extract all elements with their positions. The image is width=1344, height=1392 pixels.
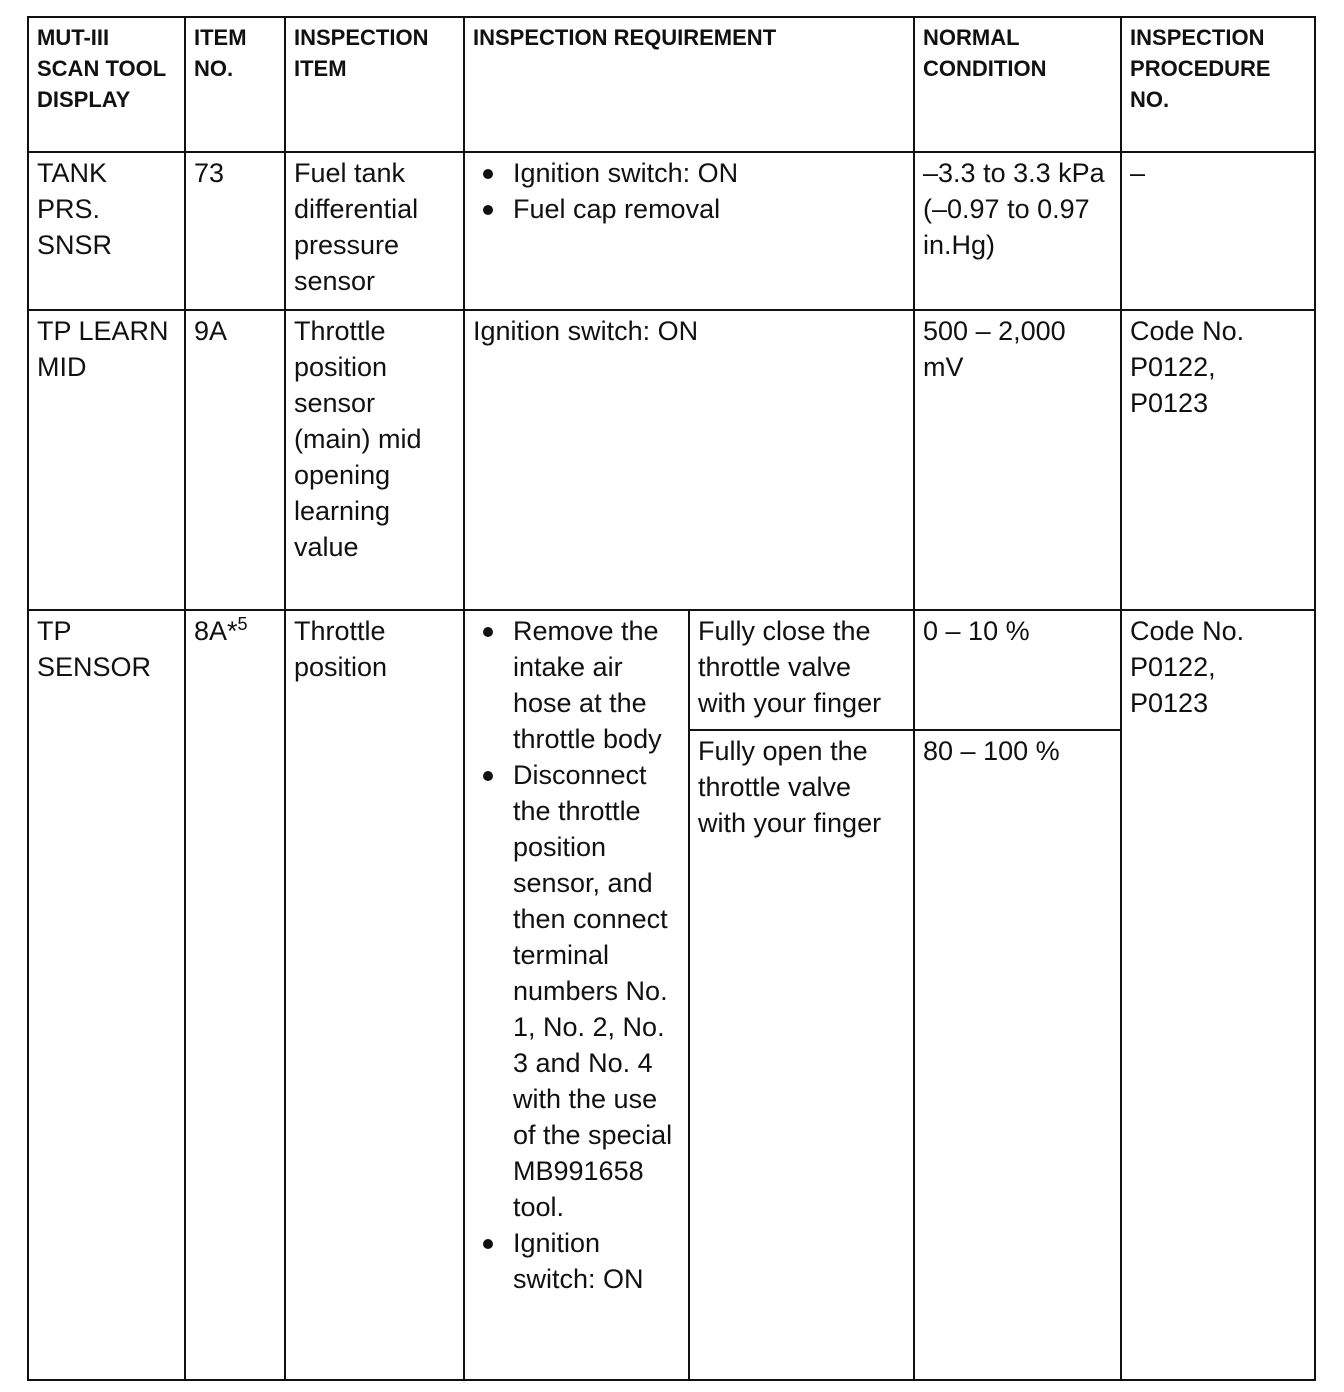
cell-item-no: 9A bbox=[185, 310, 285, 610]
cell-procedure: Code No. P0122, P0123 bbox=[1121, 310, 1315, 610]
header-item-no: ITEM NO. bbox=[185, 17, 285, 152]
cell-requirement: Ignition switch: ON bbox=[464, 310, 914, 610]
list-item: Disconnect the throttle position sensor, and then connect terminal numbers No. 1, No. 2, No. 3 and No. 4 with the use of the special MB991658 tool. bbox=[513, 757, 680, 1225]
cell-item-no bbox=[185, 610, 285, 1380]
header-procedure: INSPECTION PROCEDURE NO. bbox=[1121, 17, 1315, 152]
item-no-text: 8A* bbox=[194, 616, 238, 646]
cell-requirement bbox=[464, 152, 914, 310]
cell-inspection-item: Fuel tank differential pressure sensor bbox=[285, 152, 464, 310]
cell-inspection-item: Throttle position bbox=[285, 610, 464, 1380]
list-item: Ignition switch: ON bbox=[513, 1225, 680, 1297]
requirement-list bbox=[473, 613, 680, 1297]
header-normal: NORMAL CONDITION bbox=[914, 17, 1121, 152]
cell-condition-open: Fully open the throttle valve with your finger bbox=[689, 730, 914, 1380]
list-item: Ignition switch: ON bbox=[513, 155, 905, 191]
cell-procedure: – bbox=[1121, 152, 1315, 310]
cell-normal: –3.3 to 3.3 kPa (–0.97 to 0.97 in.Hg) bbox=[914, 152, 1121, 310]
cell-item-no: 73 bbox=[185, 152, 285, 310]
header-requirement: INSPECTION REQUIREMENT bbox=[464, 17, 914, 152]
inspection-table bbox=[27, 16, 1316, 1381]
list-item: Remove the intake air hose at the throttle body bbox=[513, 613, 680, 757]
cell-condition-close: Fully close the throttle valve with your finger bbox=[689, 610, 914, 730]
cell-display: TP SENSOR bbox=[28, 610, 185, 1380]
cell-normal-close: 0 – 10 % bbox=[914, 610, 1121, 730]
table-row bbox=[28, 152, 1315, 310]
table-row bbox=[28, 310, 1315, 610]
footnote-marker: 5 bbox=[237, 614, 248, 634]
cell-normal: 500 – 2,000 mV bbox=[914, 310, 1121, 610]
cell-display: TANK PRS. SNSR bbox=[28, 152, 185, 310]
requirement-list bbox=[473, 155, 905, 227]
cell-inspection-item: Throttle position sensor (main) mid opening learning value bbox=[285, 310, 464, 610]
table-row bbox=[28, 610, 1315, 730]
cell-display: TP LEARN MID bbox=[28, 310, 185, 610]
cell-normal-open: 80 – 100 % bbox=[914, 730, 1121, 1380]
header-display: MUT-III SCAN TOOL DISPLAY bbox=[28, 17, 185, 152]
list-item: Fuel cap removal bbox=[513, 191, 905, 227]
cell-requirement bbox=[464, 610, 689, 1380]
header-row bbox=[28, 17, 1315, 152]
cell-procedure: Code No. P0122, P0123 bbox=[1121, 610, 1315, 1380]
header-inspection-item: INSPECTION ITEM bbox=[285, 17, 464, 152]
